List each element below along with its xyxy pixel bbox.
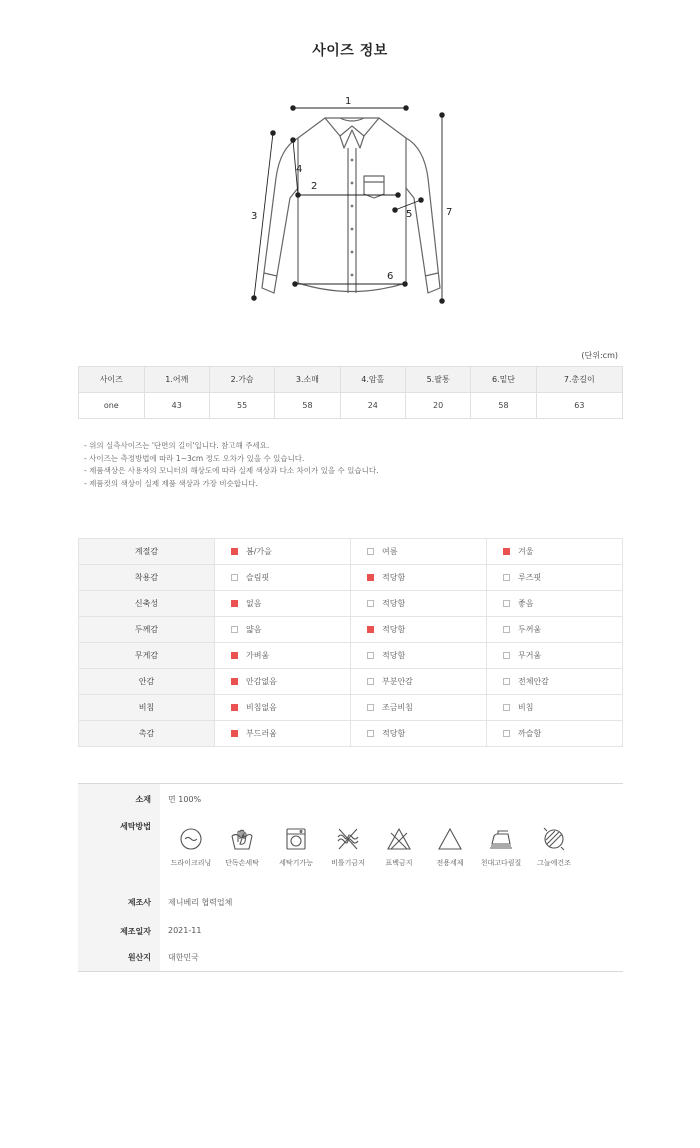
unchecked-box-icon — [503, 730, 510, 737]
fabric-option-label: 부드러움 — [246, 729, 277, 738]
diagram-label-7: 7 — [446, 207, 453, 218]
fabric-option — [351, 643, 487, 669]
fabric-option — [215, 721, 351, 747]
unchecked-box-icon — [367, 730, 374, 737]
unchecked-box-icon — [231, 626, 238, 633]
fabric-attribute-name: 무게감 — [79, 643, 215, 669]
shirt-illustration — [240, 88, 470, 318]
note-line: - 제품색상은 사용자의 모니터의 해상도에 따라 실제 색상과 다소 차이가 있을 수 있습니다. — [84, 466, 379, 475]
fabric-option — [487, 695, 623, 721]
care-label: 단독손세탁 — [225, 859, 259, 867]
info-label-column — [78, 784, 160, 971]
fabric-option — [215, 669, 351, 695]
care-item — [471, 826, 531, 868]
fabric-option — [487, 617, 623, 643]
fabric-option-label: 조금비침 — [382, 703, 413, 712]
care-item — [266, 826, 326, 868]
size-header-cell: 4.암홀 — [340, 367, 405, 393]
care-label: 천대고다림질 — [480, 859, 522, 867]
checked-box-icon — [367, 574, 374, 581]
fabric-option-label: 무거움 — [518, 651, 542, 660]
unchecked-box-icon — [367, 704, 374, 711]
table-row — [79, 565, 623, 591]
fabric-option — [487, 721, 623, 747]
size-header-cell: 사이즈 — [79, 367, 145, 393]
fabric-option-label: 루즈핏 — [518, 573, 542, 582]
hand-wash-icon — [229, 826, 255, 852]
table-row — [79, 539, 623, 565]
size-header-cell: 2.가슴 — [209, 367, 274, 393]
unchecked-box-icon — [503, 652, 510, 659]
fabric-option-label: 두꺼움 — [518, 625, 542, 634]
fabric-option-label: 가벼움 — [246, 651, 270, 660]
maker-value: 제니베리 협력업체 — [168, 898, 233, 907]
manufacture-date-value: 2021-11 — [168, 926, 202, 935]
checked-box-icon — [231, 652, 238, 659]
table-row — [79, 669, 623, 695]
care-icons — [86, 826, 571, 876]
care-label: 드라이크리닝 — [170, 859, 212, 867]
unchecked-box-icon — [503, 678, 510, 685]
size-table — [78, 366, 623, 419]
product-info-section — [78, 783, 623, 972]
size-header-cell: 3.소매 — [275, 367, 340, 393]
fabric-attribute-name: 두께감 — [79, 617, 215, 643]
diagram-label-2: 2 — [311, 181, 318, 192]
maker-label: 제조사 — [127, 898, 151, 907]
size-header-cell: 1.어깨 — [144, 367, 209, 393]
fabric-option — [215, 695, 351, 721]
fabric-option-label: 좋음 — [518, 599, 534, 608]
fabric-option-label: 봄/가을 — [246, 547, 272, 556]
shirt-size-diagram — [240, 88, 470, 318]
unchecked-box-icon — [231, 574, 238, 581]
size-cell: 58 — [275, 393, 340, 419]
fabric-option-label: 비침 — [518, 703, 534, 712]
fabric-option — [215, 643, 351, 669]
checked-box-icon — [503, 548, 510, 555]
fabric-option — [351, 539, 487, 565]
fabric-attribute-name: 신축성 — [79, 591, 215, 617]
wash-method-label: 세탁방법 — [120, 822, 151, 831]
fabric-attribute-name: 촉감 — [79, 721, 215, 747]
fabric-attribute-name: 계절감 — [79, 539, 215, 565]
table-row — [79, 393, 623, 419]
size-cell: 55 — [209, 393, 274, 419]
fabric-option — [351, 591, 487, 617]
checked-box-icon — [231, 730, 238, 737]
fabric-attribute-name: 착용감 — [79, 565, 215, 591]
care-label: 전용세제 — [436, 859, 464, 867]
fabric-option-label: 비침없음 — [246, 703, 277, 712]
origin-label: 원산지 — [127, 953, 151, 962]
diagram-label-1: 1 — [345, 96, 352, 107]
fabric-option-label: 적당함 — [382, 599, 406, 608]
fabric-option-label: 적당함 — [382, 729, 406, 738]
table-row — [79, 617, 623, 643]
care-label: 세탁기가능 — [279, 859, 313, 867]
checked-box-icon — [231, 678, 238, 685]
table-row — [79, 591, 623, 617]
fabric-option-label: 적당함 — [382, 651, 406, 660]
fabric-option — [487, 565, 623, 591]
size-header-cell: 5.팔통 — [405, 367, 470, 393]
size-cell: 20 — [405, 393, 470, 419]
no-wring-icon — [335, 826, 361, 852]
iron-cloth-icon — [488, 826, 514, 852]
fabric-option — [351, 565, 487, 591]
manufacture-date-label: 제조일자 — [120, 927, 151, 936]
fabric-option-label: 적당함 — [382, 625, 406, 634]
checked-box-icon — [231, 600, 238, 607]
fabric-option-label: 없음 — [246, 599, 262, 608]
care-item — [524, 826, 584, 868]
diagram-label-3: 3 — [251, 211, 258, 222]
fabric-option — [487, 669, 623, 695]
checked-box-icon — [231, 704, 238, 711]
size-cell: 63 — [536, 393, 622, 419]
fabric-option-label: 적당함 — [382, 573, 406, 582]
fabric-option — [215, 591, 351, 617]
checked-box-icon — [231, 548, 238, 555]
dry-clean-icon — [178, 826, 204, 852]
size-cell: one — [79, 393, 145, 419]
fabric-option-label: 까슬함 — [518, 729, 542, 738]
diagram-label-5: 5 — [406, 209, 413, 220]
fabric-option — [215, 539, 351, 565]
page-title: 사이즈 정보 — [312, 43, 388, 59]
unchecked-box-icon — [367, 548, 374, 555]
fabric-option-label: 겨울 — [518, 547, 534, 556]
fabric-option-label: 안감없음 — [246, 677, 277, 686]
fabric-option-label: 슬림핏 — [246, 573, 270, 582]
note-line: - 사이즈는 측정방법에 따라 1~3cm 정도 오차가 있을 수 있습니다. — [84, 453, 305, 463]
size-cell: 58 — [471, 393, 536, 419]
table-row — [79, 721, 623, 747]
table-row — [79, 695, 623, 721]
fabric-option-label: 전체안감 — [518, 677, 549, 686]
note-line: - 제품컷의 색상이 실제 제품 색상과 가장 비슷합니다. — [84, 478, 258, 488]
fabric-option — [487, 643, 623, 669]
size-notes — [84, 440, 379, 490]
care-label: 비틀기금지 — [331, 859, 365, 867]
unchecked-box-icon — [503, 600, 510, 607]
fabric-option-label: 여름 — [382, 547, 398, 556]
table-row — [79, 643, 623, 669]
unchecked-box-icon — [503, 704, 510, 711]
unit-label: (단위:cm) — [581, 351, 618, 360]
diagram-label-6: 6 — [387, 271, 394, 282]
fabric-option — [351, 695, 487, 721]
fabric-option — [487, 539, 623, 565]
checked-box-icon — [367, 626, 374, 633]
fabric-option — [487, 591, 623, 617]
note-line: - 위의 실측사이즈는 '단면의 길이'입니다. 참고해 주세요. — [84, 441, 270, 450]
material-label: 소재 — [135, 795, 151, 804]
origin-value: 대한민국 — [168, 953, 199, 962]
fabric-option — [351, 721, 487, 747]
diagram-label-4: 4 — [296, 164, 303, 175]
care-label: 표백금지 — [385, 859, 413, 867]
size-header-cell: 7.총길이 — [536, 367, 622, 393]
fabric-attribute-name: 비침 — [79, 695, 215, 721]
unchecked-box-icon — [367, 652, 374, 659]
unchecked-box-icon — [367, 678, 374, 685]
machine-wash-icon — [283, 826, 309, 852]
care-item — [212, 826, 272, 868]
fabric-info-table — [78, 538, 623, 747]
fabric-option — [215, 617, 351, 643]
shade-dry-icon — [541, 826, 567, 852]
fabric-option — [215, 565, 351, 591]
fabric-option — [351, 669, 487, 695]
size-table-header — [79, 367, 623, 393]
fabric-option-label: 얇음 — [246, 625, 262, 634]
size-header-cell: 6.밑단 — [471, 367, 536, 393]
no-bleach-icon — [386, 826, 412, 852]
neutral-detergent-icon — [437, 826, 463, 852]
fabric-option-label: 부분안감 — [382, 677, 413, 686]
size-cell: 24 — [340, 393, 405, 419]
unchecked-box-icon — [503, 626, 510, 633]
unchecked-box-icon — [503, 574, 510, 581]
unchecked-box-icon — [367, 600, 374, 607]
size-cell: 43 — [144, 393, 209, 419]
care-label: 그늘에건조 — [537, 859, 571, 867]
fabric-option — [351, 617, 487, 643]
fabric-attribute-name: 안감 — [79, 669, 215, 695]
material-value: 면 100% — [168, 795, 202, 804]
